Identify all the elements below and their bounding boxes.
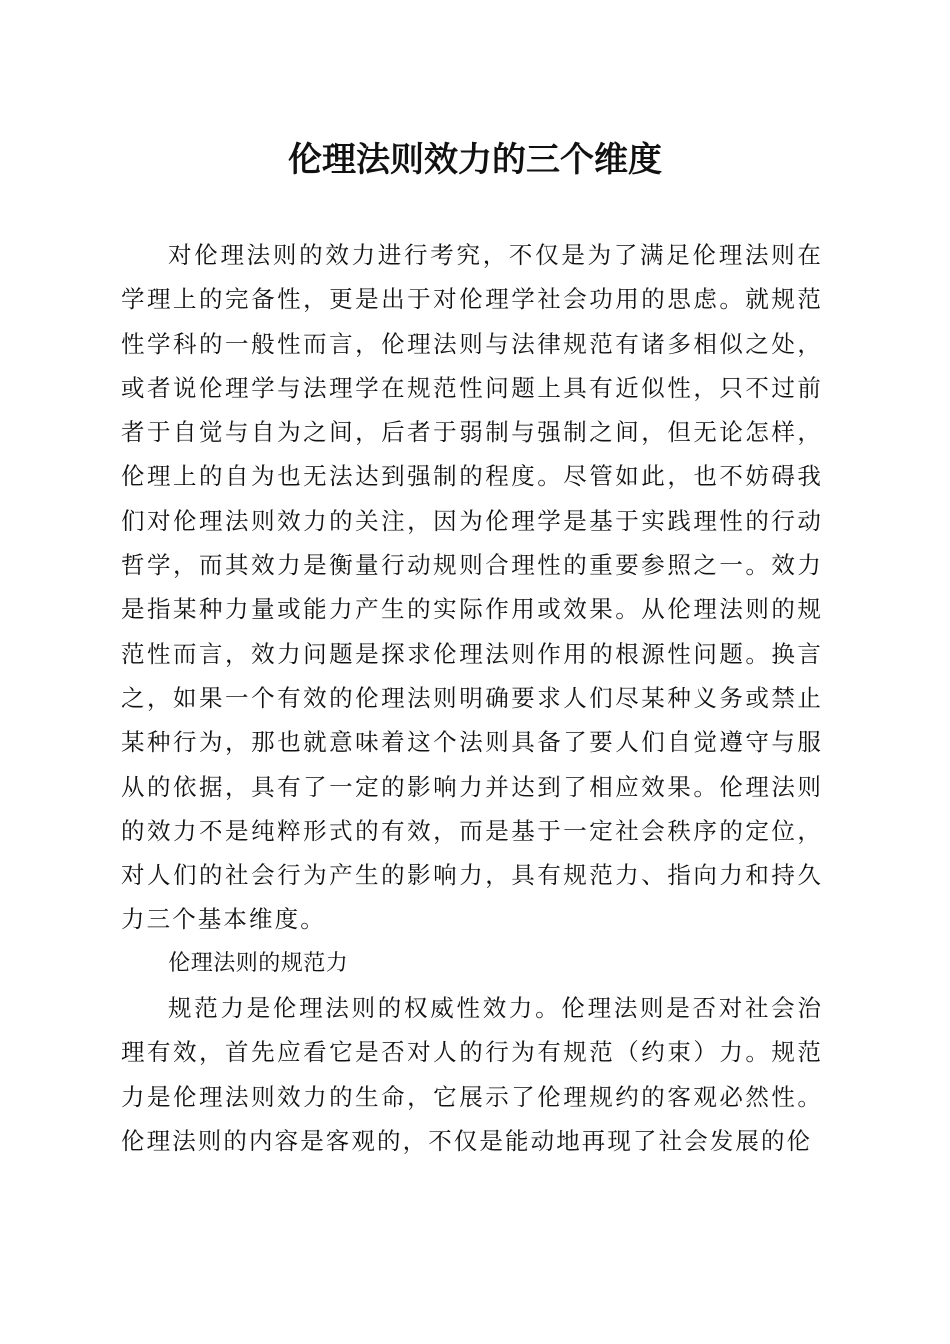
- section-heading: 伦理法则的规范力: [168, 950, 349, 976]
- document-title: 伦理法则效力的三个维度: [288, 140, 662, 180]
- intro-paragraph: 对伦理法则的效力进行考究，不仅是为了满足伦理法则在学理上的完备性，更是出于对伦理学社会功用的思虑。就规范性学科的一般性而言，伦理法则与法律规范有诸多相似之处，或者说伦理学与法理学在规范性问题上具有近似性，只不过前者于自觉与自为之间，后者于弱制与强制之间，但无论怎样，伦理上的自为也无法达到强制的程度。尽管如此，也不妨碍我们对伦理法则效力的关注，因为伦理学是基于实践理性的行动哲学，而其效力是衡量行动规则合理性的重要参照之一。效力是指某种力量或能力产生的实际作用或效果。从伦理法则的规范性而言，效力问题是探求伦理法则作用的根源性问题。换言之，如果一个有效的伦理法则明确要求人们尽某种义务或禁止某种行为，那也就意味着这个法则具备了要人们自觉遵守与服从的依据，具有了一定的影响力并达到了相应效果。伦理法则的效力不是纯粹形式的有效，而是基于一定社会秩序的定位，对人们的社会行为产生的影响力，具有规范力、指向力和持久力三个基本维度。: [121, 241, 823, 934]
- document-body: [121, 233, 823, 1163]
- section-paragraph: 规范力是伦理法则的权威性效力。伦理法则是否对社会治理有效，首先应看它是否对人的行为有规范（约束）力。规范力是伦理法则效力的生命，它展示了伦理规约的客观必然性。伦理法则的内容是客观的，不仅是能动地再现了社会发展的伦: [121, 994, 823, 1155]
